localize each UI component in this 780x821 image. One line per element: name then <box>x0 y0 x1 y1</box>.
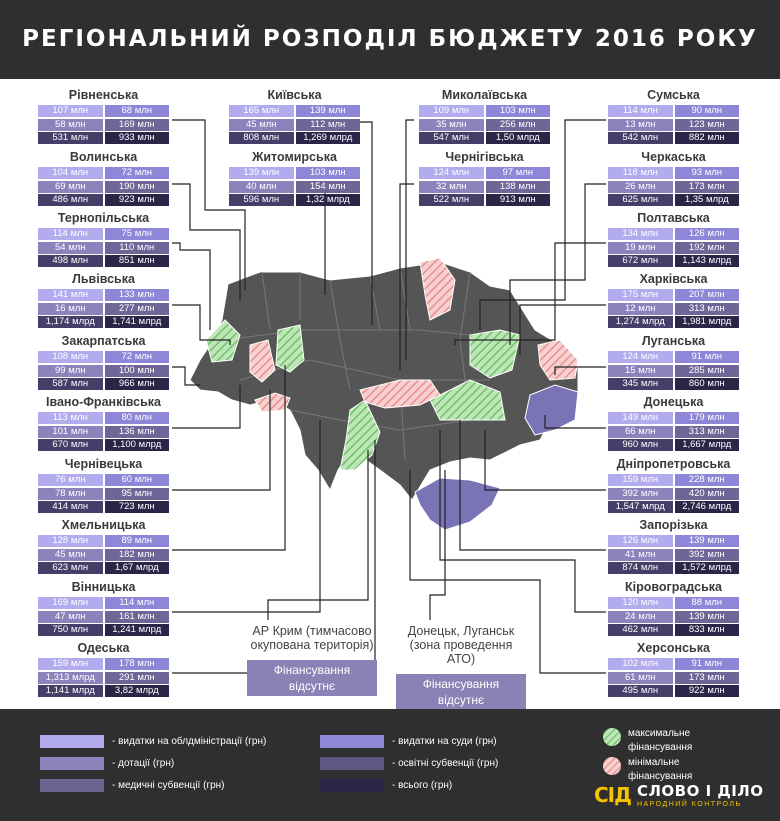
court-expense: 133 млн <box>105 289 170 301</box>
legend-education <box>320 756 498 770</box>
region-card <box>38 516 169 574</box>
grants: 41 млн <box>608 549 673 561</box>
education-subvention: 192 млн <box>675 242 740 254</box>
court-expense: 228 млн <box>675 474 740 486</box>
medical-subvention: 486 млн <box>38 194 103 206</box>
education-subvention: 313 млн <box>675 303 740 315</box>
region-name: Донецька <box>643 395 704 409</box>
grants: 13 млн <box>608 119 673 131</box>
grants: 45 млн <box>229 119 294 131</box>
total: 923 млн <box>105 194 170 206</box>
legend-label: максимальне <box>628 728 691 739</box>
education-subvention: 110 млн <box>105 242 170 254</box>
total: 1,741 млрд <box>105 316 170 328</box>
education-subvention: 112 млн <box>296 119 361 131</box>
region-card <box>608 209 739 267</box>
education-subvention: 173 млн <box>675 672 740 684</box>
medical-subvention: 547 млн <box>419 132 484 144</box>
region-name: Чернівецька <box>64 457 143 471</box>
total: 2,746 млрд <box>675 501 740 513</box>
grants: 15 млн <box>608 365 673 377</box>
grants: 12 млн <box>608 303 673 315</box>
region-card <box>608 639 739 697</box>
green-hatched-circle-icon <box>602 727 622 747</box>
ukraine-map <box>190 258 578 530</box>
grants: 47 млн <box>38 611 103 623</box>
court-expense: 179 млн <box>675 412 740 424</box>
court-expense: 72 млн <box>105 351 170 363</box>
no-funding-badge <box>396 674 526 710</box>
admin-expense: 113 млн <box>38 412 103 424</box>
region-card <box>38 148 169 206</box>
region-card <box>38 270 169 328</box>
region-card <box>38 393 169 451</box>
legend-courts <box>320 734 497 748</box>
region-name: Івано-Франківська <box>45 395 162 409</box>
region-name: Закарпатська <box>61 334 146 348</box>
admin-expense: 126 млн <box>608 535 673 547</box>
region-name: Київська <box>267 88 322 102</box>
legend-label: - освітні субвенції (грн) <box>392 757 499 769</box>
region-card <box>608 86 739 144</box>
region-name: Рівненська <box>68 88 139 102</box>
medical-subvention: 462 млн <box>608 624 673 636</box>
red-hatched-circle-icon <box>602 756 622 776</box>
court-expense: 90 млн <box>675 105 740 117</box>
region-card <box>608 270 739 328</box>
total: 1,241 млрд <box>105 624 170 636</box>
education-subvention: 136 млн <box>105 426 170 438</box>
admin-expense: 165 млн <box>229 105 294 117</box>
medical-subvention: 522 млн <box>419 194 484 206</box>
medical-subvention: 1,547 млрд <box>608 501 673 513</box>
legend-label: - всього (грн) <box>392 779 453 791</box>
total: 3,82 млрд <box>105 685 170 697</box>
info-title-line1: Донецьк, Луганськ <box>407 624 515 638</box>
legend-swatch <box>40 779 104 792</box>
legend-max-funding <box>602 727 692 755</box>
medical-subvention: 1,141 млрд <box>38 685 103 697</box>
badge-line1: Фінансування <box>422 677 500 691</box>
court-expense: 178 млн <box>105 658 170 670</box>
grants: 16 млн <box>38 303 103 315</box>
grants: 24 млн <box>608 611 673 623</box>
grants: 1,313 млрд <box>38 672 103 684</box>
legend-label: - видатки на облдміністрації (грн) <box>112 735 267 747</box>
total: 882 млн <box>675 132 740 144</box>
region-card <box>38 639 169 697</box>
court-expense: 89 млн <box>105 535 170 547</box>
education-subvention: 285 млн <box>675 365 740 377</box>
education-subvention: 277 млн <box>105 303 170 315</box>
region-card <box>608 578 739 636</box>
region-card <box>38 332 169 390</box>
region-card <box>608 455 739 513</box>
region-name: Одеська <box>77 641 130 655</box>
medical-subvention: 670 млн <box>38 439 103 451</box>
total: 922 млн <box>675 685 740 697</box>
medical-subvention: 960 млн <box>608 439 673 451</box>
medical-subvention: 623 млн <box>38 562 103 574</box>
court-expense: 80 млн <box>105 412 170 424</box>
court-expense: 139 млн <box>296 105 361 117</box>
medical-subvention: 625 млн <box>608 194 673 206</box>
medical-subvention: 874 млн <box>608 562 673 574</box>
region-card <box>38 455 169 513</box>
admin-expense: 149 млн <box>608 412 673 424</box>
medical-subvention: 495 млн <box>608 685 673 697</box>
legend-min-funding <box>602 756 692 784</box>
region-name: Чернігівська <box>445 150 524 164</box>
admin-expense: 120 млн <box>608 597 673 609</box>
medical-subvention: 531 млн <box>38 132 103 144</box>
map-region-crimea <box>415 478 500 530</box>
education-subvention: 173 млн <box>675 181 740 193</box>
legend-swatch <box>40 735 104 748</box>
total: 833 млн <box>675 624 740 636</box>
legend-label: - видатки на суди (грн) <box>392 735 497 747</box>
medical-subvention: 672 млн <box>608 255 673 267</box>
grants: 78 млн <box>38 488 103 500</box>
medical-subvention: 808 млн <box>229 132 294 144</box>
court-expense: 68 млн <box>105 105 170 117</box>
education-subvention: 392 млн <box>675 549 740 561</box>
legend-total <box>320 778 452 792</box>
admin-expense: 169 млн <box>38 597 103 609</box>
education-subvention: 138 млн <box>486 181 551 193</box>
region-name: Кіровоградська <box>625 580 722 594</box>
region-card <box>38 578 169 636</box>
logo-mark-icon: СІД <box>594 783 631 807</box>
admin-expense: 175 млн <box>608 289 673 301</box>
medical-subvention: 345 млн <box>608 378 673 390</box>
total: 913 млн <box>486 194 551 206</box>
grants: 392 млн <box>608 488 673 500</box>
region-name: Харківська <box>639 272 708 286</box>
total: 1,100 млрд <box>105 439 170 451</box>
logo-tagline: НАРОДНИЙ КОНТРОЛЬ <box>636 801 742 808</box>
region-card <box>608 148 739 206</box>
legend-swatch <box>320 735 384 748</box>
total: 1,572 млрд <box>675 562 740 574</box>
court-expense: 75 млн <box>105 228 170 240</box>
admin-expense: 134 млн <box>608 228 673 240</box>
education-subvention: 256 млн <box>486 119 551 131</box>
court-expense: 60 млн <box>105 474 170 486</box>
court-expense: 207 млн <box>675 289 740 301</box>
admin-expense: 107 млн <box>38 105 103 117</box>
court-expense: 103 млн <box>296 167 361 179</box>
region-name: Херсонська <box>637 641 710 655</box>
education-subvention: 169 млн <box>105 119 170 131</box>
court-expense: 103 млн <box>486 105 551 117</box>
total: 1,667 млрд <box>675 439 740 451</box>
legend-label: - дотації (грн) <box>112 757 175 769</box>
admin-expense: 109 млн <box>419 105 484 117</box>
education-subvention: 154 млн <box>296 181 361 193</box>
grants: 40 млн <box>229 181 294 193</box>
education-subvention: 100 млн <box>105 365 170 377</box>
admin-expense: 141 млн <box>38 289 103 301</box>
region-card <box>38 209 169 267</box>
education-subvention: 123 млн <box>675 119 740 131</box>
medical-subvention: 498 млн <box>38 255 103 267</box>
legend-grants <box>40 756 174 770</box>
total: 933 млн <box>105 132 170 144</box>
admin-expense: 139 млн <box>229 167 294 179</box>
legend-swatch <box>320 757 384 770</box>
main-area <box>0 79 780 709</box>
grants: 66 млн <box>608 426 673 438</box>
education-subvention: 139 млн <box>675 611 740 623</box>
court-expense: 114 млн <box>105 597 170 609</box>
admin-expense: 114 млн <box>608 105 673 117</box>
grants: 45 млн <box>38 549 103 561</box>
medical-subvention: 414 млн <box>38 501 103 513</box>
grants: 69 млн <box>38 181 103 193</box>
region-name: Запорізька <box>639 518 708 532</box>
region-name: Житомирська <box>252 150 337 164</box>
education-subvention: 291 млн <box>105 672 170 684</box>
total: 966 млн <box>105 378 170 390</box>
map-body <box>190 262 578 500</box>
total: 1,67 млрд <box>105 562 170 574</box>
total: 1,981 млрд <box>675 316 740 328</box>
region-card <box>229 148 360 206</box>
total: 851 млн <box>105 255 170 267</box>
info-title-line1: АР Крим (тимчасово <box>252 624 372 638</box>
grants: 19 млн <box>608 242 673 254</box>
medical-subvention: 750 млн <box>38 624 103 636</box>
region-card <box>229 86 360 144</box>
legend-label: фінансування <box>628 742 693 753</box>
admin-expense: 159 млн <box>608 474 673 486</box>
region-name: Вінницька <box>71 580 136 594</box>
court-expense: 97 млн <box>486 167 551 179</box>
total: 860 млн <box>675 378 740 390</box>
court-expense: 126 млн <box>675 228 740 240</box>
region-card <box>608 516 739 574</box>
grants: 61 млн <box>608 672 673 684</box>
admin-expense: 114 млн <box>38 228 103 240</box>
page-title: РЕГІОНАЛЬНИЙ РОЗПОДІЛ БЮДЖЕТУ 2016 РОКУ <box>22 26 758 52</box>
admin-expense: 102 млн <box>608 658 673 670</box>
grants: 58 млн <box>38 119 103 131</box>
education-subvention: 190 млн <box>105 181 170 193</box>
total: 723 млн <box>105 501 170 513</box>
court-expense: 88 млн <box>675 597 740 609</box>
info-title-line2: окупована територія) <box>250 638 374 652</box>
logo-name: СЛОВО І ДІЛО <box>636 782 764 800</box>
region-name: Луганська <box>641 334 706 348</box>
admin-expense: 108 млн <box>38 351 103 363</box>
court-expense: 72 млн <box>105 167 170 179</box>
region-card <box>608 393 739 451</box>
grants: 32 млн <box>419 181 484 193</box>
legend-swatch <box>40 757 104 770</box>
region-name: Сумська <box>647 88 700 102</box>
education-subvention: 420 млн <box>675 488 740 500</box>
court-expense: 139 млн <box>675 535 740 547</box>
education-subvention: 161 млн <box>105 611 170 623</box>
grants: 99 млн <box>38 365 103 377</box>
grants: 54 млн <box>38 242 103 254</box>
court-expense: 93 млн <box>675 167 740 179</box>
region-card <box>608 332 739 390</box>
total: 1,35 млрд <box>675 194 740 206</box>
region-card <box>419 86 550 144</box>
region-card <box>38 86 169 144</box>
total: 1,269 млрд <box>296 132 361 144</box>
court-expense: 91 млн <box>675 658 740 670</box>
admin-expense: 124 млн <box>608 351 673 363</box>
brand-logo <box>594 782 764 808</box>
region-name: Львівська <box>72 272 135 286</box>
medical-subvention: 542 млн <box>608 132 673 144</box>
legend-label: - медичні субвенції (грн) <box>112 779 225 791</box>
region-name: Волинська <box>69 150 138 164</box>
legend-label: мінімальне <box>628 757 680 768</box>
medical-subvention: 1,274 млрд <box>608 316 673 328</box>
legend-medical <box>40 778 225 792</box>
legend-swatch <box>320 779 384 792</box>
legend-admin <box>40 734 266 748</box>
admin-expense: 104 млн <box>38 167 103 179</box>
badge-line2: відсутнє <box>437 693 485 707</box>
total: 1,50 млрд <box>486 132 551 144</box>
no-funding-badge <box>247 660 377 696</box>
ato-info-box <box>396 624 526 710</box>
medical-subvention: 596 млн <box>229 194 294 206</box>
info-title-line2: (зона проведення АТО) <box>409 638 513 666</box>
total: 1,32 млрд <box>296 194 361 206</box>
medical-subvention: 1,174 млрд <box>38 316 103 328</box>
region-name: Миколаївська <box>441 88 528 102</box>
badge-line2: відсутнє <box>288 679 336 693</box>
grants: 35 млн <box>419 119 484 131</box>
region-name: Хмельницька <box>61 518 146 532</box>
total: 1,143 млрд <box>675 255 740 267</box>
badge-line1: Фінансування <box>273 663 351 677</box>
region-name: Тернопільська <box>57 211 150 225</box>
crimea-info-box <box>247 624 377 696</box>
region-name: Дніпропетровська <box>616 457 731 471</box>
admin-expense: 118 млн <box>608 167 673 179</box>
admin-expense: 76 млн <box>38 474 103 486</box>
admin-expense: 124 млн <box>419 167 484 179</box>
region-card <box>419 148 550 206</box>
court-expense: 91 млн <box>675 351 740 363</box>
admin-expense: 128 млн <box>38 535 103 547</box>
grants: 26 млн <box>608 181 673 193</box>
header-bar <box>0 0 780 79</box>
education-subvention: 95 млн <box>105 488 170 500</box>
legend-label: фінансування <box>628 771 693 782</box>
admin-expense: 159 млн <box>38 658 103 670</box>
region-name: Полтавська <box>637 211 710 225</box>
grants: 101 млн <box>38 426 103 438</box>
medical-subvention: 587 млн <box>38 378 103 390</box>
region-name: Черкаська <box>641 150 706 164</box>
education-subvention: 182 млн <box>105 549 170 561</box>
education-subvention: 313 млн <box>675 426 740 438</box>
